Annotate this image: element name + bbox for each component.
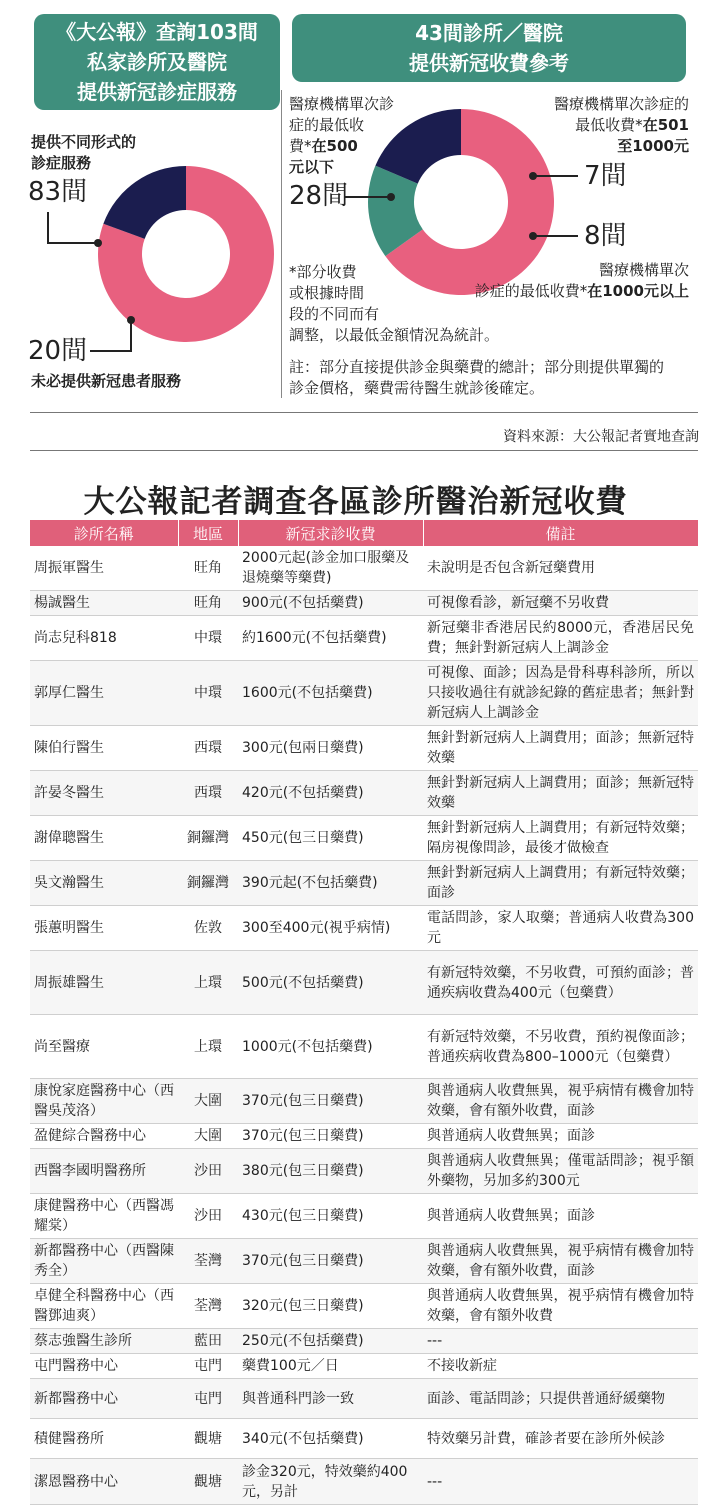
cell-district: 西環 [178, 771, 238, 816]
cell-note: 有新冠特效藥，不另收費，可預約面診；普通疾病收費為400元（包藥費） [423, 951, 698, 1015]
cell-clinic: 新都醫務中心 [30, 1379, 178, 1419]
cell-note: 可視像、面診；因為是骨科專科診所，所以只接收過往有就診紀錄的舊症患者；無針對新冠病人上調診金 [423, 661, 698, 726]
right-note: 註：部分直接提供診金與藥費的總計；部分則提供單獨的 診金價格，藥費需待醫生就診後確定。 [289, 358, 665, 397]
cell-note: --- [423, 1459, 698, 1505]
table-title: 大公報記者調查各區診所醫治新冠收費 [83, 484, 628, 520]
table-row [30, 771, 698, 816]
cell-fee: 約1600元(不包括藥費) [238, 616, 423, 661]
table-row [30, 816, 698, 861]
table-row [30, 1419, 698, 1459]
table-row [30, 1329, 698, 1354]
cell-clinic: 盈健綜合醫務中心 [30, 1124, 178, 1149]
divider-line-2 [30, 450, 698, 451]
right-label-left: 醫療機構單次診 症的最低收 費*在500 元以下 [289, 95, 395, 176]
cell-district: 荃灣 [178, 1284, 238, 1329]
cell-clinic: 楊誠醫生 [30, 591, 178, 616]
cell-note: 有新冠特效藥，不另收費，預約視像面診；普通疾病收費為800–1000元（包藥費） [423, 1015, 698, 1079]
cell-fee: 380元(包三日藥費) [238, 1149, 423, 1194]
cell-note: 無針對新冠病人上調費用；面診；無新冠特效藥 [423, 726, 698, 771]
right-label-bottom-right: 醫療機構單次 診症的最低收費*在1000元以上 [474, 261, 689, 300]
cell-fee: 320元(包三日藥費) [238, 1284, 423, 1329]
cell-note: 與普通病人收費無異，視乎病情有機會加特效藥，會有額外收費 [423, 1284, 698, 1329]
donut-left [98, 166, 274, 342]
table-row [30, 1015, 698, 1079]
cell-note: 與普通病人收費無異，視乎病情有機會加特效藥，會有額外收費，面診 [423, 1239, 698, 1284]
right-count-bottom-right: 8間 [584, 221, 627, 251]
cell-note: --- [423, 1329, 698, 1354]
leader-dot-bottom [127, 316, 135, 324]
cell-clinic: 郭厚仁醫生 [30, 661, 178, 726]
cell-district: 沙田 [178, 1149, 238, 1194]
cell-district: 銅鑼灣 [178, 816, 238, 861]
donut-slice [103, 166, 186, 239]
cell-clinic: 許晏冬醫生 [30, 771, 178, 816]
cell-note: 與普通病人收費無異；面診 [423, 1124, 698, 1149]
cell-clinic: 屯門醫務中心 [30, 1354, 178, 1379]
cell-fee: 430元(包三日藥費) [238, 1194, 423, 1239]
cell-clinic: 周振軍醫生 [30, 546, 178, 591]
table-row [30, 1149, 698, 1194]
cell-clinic: 尚志兒科818 [30, 616, 178, 661]
cell-district: 佐敦 [178, 906, 238, 951]
right-label-top-right: 醫療機構單次診症的 最低收費*在501 至1000元 [553, 95, 689, 155]
cell-clinic: 潔恩醫務中心 [30, 1459, 178, 1505]
cell-district: 沙田 [178, 1194, 238, 1239]
table-row [30, 1354, 698, 1379]
cell-note: 電話問診，家人取藥；普通病人收費為300元 [423, 906, 698, 951]
table-row [30, 591, 698, 616]
cell-clinic: 陳伯行醫生 [30, 726, 178, 771]
cell-clinic: 新都醫務中心（西醫陳秀全） [30, 1239, 178, 1284]
cell-note: 面診、電話問診；只提供普通紓緩藥物 [423, 1379, 698, 1419]
fee-table [30, 520, 699, 1505]
cell-clinic: 張蕙明醫生 [30, 906, 178, 951]
left-count-bottom: 20間 [28, 336, 88, 366]
left-label-bottom: 未必提供新冠患者服務 [31, 372, 182, 390]
cell-clinic: 謝偉聰醫生 [30, 816, 178, 861]
right-count-top-right: 7間 [584, 161, 627, 191]
cell-note: 可視像看診，新冠藥不另收費 [423, 591, 698, 616]
table-row [30, 861, 698, 906]
cell-district: 觀塘 [178, 1419, 238, 1459]
cell-clinic: 卓健全科醫務中心（西醫鄧迪爽） [30, 1284, 178, 1329]
leader-dot-8 [529, 232, 537, 240]
table-row [30, 1124, 698, 1149]
cell-fee: 900元(不包括藥費) [238, 591, 423, 616]
divider-line [30, 412, 698, 413]
panel-divider [281, 90, 282, 398]
table-row [30, 546, 698, 591]
cell-district: 銅鑼灣 [178, 861, 238, 906]
table-row [30, 951, 698, 1015]
cell-district: 中環 [178, 661, 238, 726]
cell-clinic: 吳文瀚醫生 [30, 861, 178, 906]
cell-fee: 370元(包三日藥費) [238, 1079, 423, 1124]
cell-district: 屯門 [178, 1354, 238, 1379]
cell-fee: 與普通科門診一致 [238, 1379, 423, 1419]
cell-fee: 300至400元(視乎病情) [238, 906, 423, 951]
cell-note: 無針對新冠病人上調費用；有新冠特效藥；面診 [423, 861, 698, 906]
cell-fee: 300元(包兩日藥費) [238, 726, 423, 771]
table-row [30, 1079, 698, 1124]
leader-line-bottom [90, 320, 131, 351]
right-count-left: 28間 [289, 181, 349, 211]
left-label-top: 提供不同形式的 診症服務 [31, 133, 137, 172]
cell-clinic: 西醫李國明醫務所 [30, 1149, 178, 1194]
cell-clinic: 積健醫務所 [30, 1419, 178, 1459]
left-chart-title: 《大公報》查詢103間 私家診所及醫院 提供新冠診症服務 [34, 14, 280, 110]
cell-district: 大圍 [178, 1124, 238, 1149]
cell-fee: 1000元(不包括藥費) [238, 1015, 423, 1079]
header-clinic: 診所名稱 [30, 520, 178, 546]
cell-clinic: 蔡志強醫生診所 [30, 1329, 178, 1354]
cell-fee: 1600元(不包括藥費) [238, 661, 423, 726]
table-row [30, 1284, 698, 1329]
cell-fee: 250元(不包括藥費) [238, 1329, 423, 1354]
leader-line-top [48, 212, 98, 243]
table-header-row [30, 520, 698, 546]
cell-district: 旺角 [178, 591, 238, 616]
table-row [30, 1379, 698, 1419]
cell-fee: 500元(不包括藥費) [238, 951, 423, 1015]
cell-note: 無針對新冠病人上調費用；有新冠特效藥；隔房視像問診，最後才做檢查 [423, 816, 698, 861]
cell-clinic: 康健醫務中心（西醫馮耀棠） [30, 1194, 178, 1239]
leader-dot-top [94, 239, 102, 247]
leader-dot-28 [387, 193, 395, 201]
table-row [30, 906, 698, 951]
table-row [30, 661, 698, 726]
cell-district: 上環 [178, 1015, 238, 1079]
cell-fee: 340元(不包括藥費) [238, 1419, 423, 1459]
table-row [30, 1459, 698, 1505]
cell-district: 觀塘 [178, 1459, 238, 1505]
header-remarks: 備註 [423, 520, 698, 546]
cell-note: 與普通病人收費無異；面診 [423, 1194, 698, 1239]
cell-clinic: 周振雄醫生 [30, 951, 178, 1015]
cell-district: 大圍 [178, 1079, 238, 1124]
cell-district: 中環 [178, 616, 238, 661]
cell-district: 西環 [178, 726, 238, 771]
cell-fee: 診金320元，特效藥約400元，另計 [238, 1459, 423, 1505]
source-credit: 資料來源：大公報記者實地查詢 [503, 429, 699, 445]
cell-clinic: 尚至醫療 [30, 1015, 178, 1079]
cell-fee: 370元(包三日藥費) [238, 1124, 423, 1149]
cell-district: 藍田 [178, 1329, 238, 1354]
cell-fee: 420元(不包括藥費) [238, 771, 423, 816]
cell-note: 未說明是否包含新冠藥費用 [423, 546, 698, 591]
cell-district: 旺角 [178, 546, 238, 591]
cell-district: 上環 [178, 951, 238, 1015]
cell-district: 屯門 [178, 1379, 238, 1419]
right-chart-title: 43間診所／醫院 提供新冠收費參考 [292, 14, 686, 82]
cell-note: 無針對新冠病人上調費用；面診；無新冠特效藥 [423, 771, 698, 816]
cell-note: 與普通病人收費無異，視乎病情有機會加特效藥，會有額外收費，面診 [423, 1079, 698, 1124]
header-fee: 新冠求診收費 [238, 520, 423, 546]
cell-clinic: 康悅家庭醫務中心（西醫吳茂洛） [30, 1079, 178, 1124]
left-count-top: 83間 [28, 177, 88, 207]
table-row [30, 616, 698, 661]
cell-note: 不接收新症 [423, 1354, 698, 1379]
leader-dot-7 [529, 172, 537, 180]
header-district: 地區 [178, 520, 238, 546]
right-footnote-star: *部分收費 或根據時間 段的不同而有 調整，以最低金額情況為統計。 [289, 263, 500, 344]
table-row [30, 1194, 698, 1239]
table-row [30, 1239, 698, 1284]
cell-fee: 370元(包三日藥費) [238, 1239, 423, 1284]
cell-district: 荃灣 [178, 1239, 238, 1284]
cell-note: 與普通病人收費無異；僅電話問診；視乎額外藥物，另加多約300元 [423, 1149, 698, 1194]
cell-note: 新冠藥非香港居民約8000元，香港居民免費；無針對新冠病人上調診金 [423, 616, 698, 661]
cell-fee: 390元起(不包括藥費) [238, 861, 423, 906]
cell-fee: 藥費100元／日 [238, 1354, 423, 1379]
cell-fee: 2000元起(診金加口服藥及退燒藥等藥費) [238, 546, 423, 591]
cell-fee: 450元(包三日藥費) [238, 816, 423, 861]
table-row [30, 726, 698, 771]
cell-note: 特效藥另計費，確診者要在診所外候診 [423, 1419, 698, 1459]
